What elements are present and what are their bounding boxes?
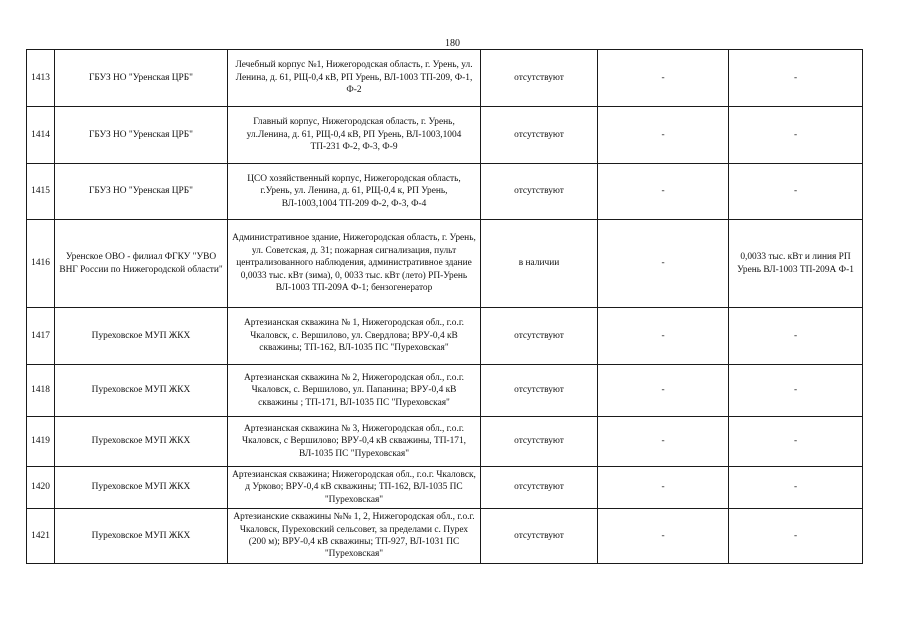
row-number: 1415 bbox=[27, 164, 55, 220]
object-cell: Лечебный корпус №1, Нижегородская область, г. Урень, ул. Ленина, д. 61, РЩ-0,4 кВ, РП Урень, ВЛ-1003 ТП-209, Ф-1, Ф-2 bbox=[228, 50, 481, 107]
param2-cell: - bbox=[729, 50, 863, 107]
param2-cell: - bbox=[729, 467, 863, 509]
object-cell: ЦСО хозяйственный корпус, Нижегородская область, г.Урень, ул. Ленина, д. 61, РЩ-0,4 к, РП Урень, ВЛ-1003,1004 ТП-209 Ф-2, Ф-3, Ф-4 bbox=[228, 164, 481, 220]
param1-cell: - bbox=[598, 220, 729, 308]
row-number: 1414 bbox=[27, 107, 55, 164]
organization-cell: ГБУЗ НО "Уренская ЦРБ" bbox=[55, 164, 228, 220]
row-number: 1419 bbox=[27, 417, 55, 467]
status-cell: отсутствуют bbox=[481, 107, 598, 164]
object-cell: Артезианская скважина; Нижегородская обл., г.о.г. Чкаловск, д Урково; ВРУ-0,4 кВ скважины; ТП-162, ВЛ-1035 ПС "Пуреховская" bbox=[228, 467, 481, 509]
object-cell: Артезианская скважина № 2, Нижегородская обл., г.о.г. Чкаловск, с. Вершилово, ул. Папанина; ВРУ-0,4 кВ скважины ; ТП-171, ВЛ-1035 ПС "Пуреховская" bbox=[228, 365, 481, 417]
page-number: 180 bbox=[445, 38, 460, 49]
status-cell: отсутствуют bbox=[481, 164, 598, 220]
object-cell: Артезианская скважина № 1, Нижегородская обл., г.о.г. Чкаловск, с. Вершилово, ул. Свердлова; ВРУ-0,4 кВ скважины; ТП-162, ВЛ-1035 ПС "Пуреховская" bbox=[228, 308, 481, 365]
status-cell: отсутствуют bbox=[481, 308, 598, 365]
param2-cell: - bbox=[729, 308, 863, 365]
organization-cell: Пуреховское МУП ЖКХ bbox=[55, 417, 228, 467]
object-cell: Артезианские скважины №№ 1, 2, Нижегородская обл., г.о.г. Чкаловск, Пуреховский сельсовет, за пределами с. Пурех (200 м); ВРУ-0,4 кВ скважины; ТП-927, ВЛ-1031 ПС "Пуреховская" bbox=[228, 509, 481, 564]
param1-cell: - bbox=[598, 50, 729, 107]
status-cell: отсутствуют bbox=[481, 467, 598, 509]
param2-cell: - bbox=[729, 509, 863, 564]
table-row bbox=[27, 50, 863, 107]
row-number: 1417 bbox=[27, 308, 55, 365]
param2-cell: - bbox=[729, 164, 863, 220]
table-row bbox=[27, 220, 863, 308]
status-cell: в наличии bbox=[481, 220, 598, 308]
table-row bbox=[27, 365, 863, 417]
table-row bbox=[27, 467, 863, 509]
organization-cell: ГБУЗ НО "Уренская ЦРБ" bbox=[55, 50, 228, 107]
table-row bbox=[27, 308, 863, 365]
row-number: 1413 bbox=[27, 50, 55, 107]
status-cell: отсутствуют bbox=[481, 509, 598, 564]
organization-cell: Пуреховское МУП ЖКХ bbox=[55, 509, 228, 564]
organization-cell: Пуреховское МУП ЖКХ bbox=[55, 467, 228, 509]
organization-cell: Уренское ОВО - филиал ФГКУ "УВО ВНГ России по Нижегородской области" bbox=[55, 220, 228, 308]
table-row bbox=[27, 509, 863, 564]
param1-cell: - bbox=[598, 509, 729, 564]
organization-cell: Пуреховское МУП ЖКХ bbox=[55, 308, 228, 365]
organization-cell: ГБУЗ НО "Уренская ЦРБ" bbox=[55, 107, 228, 164]
table-row bbox=[27, 107, 863, 164]
registry-table bbox=[26, 49, 863, 564]
table-row bbox=[27, 164, 863, 220]
organization-cell: Пуреховское МУП ЖКХ bbox=[55, 365, 228, 417]
param2-cell: 0,0033 тыс. кВт и линия РП Урень ВЛ-1003 ТП-209А Ф-1 bbox=[729, 220, 863, 308]
param1-cell: - bbox=[598, 308, 729, 365]
object-cell: Главный корпус, Нижегородская область, г. Урень, ул.Ленина, д. 61, РЩ-0,4 кВ, РП Урень, ВЛ-1003,1004 ТП-231 Ф-2, Ф-3, Ф-9 bbox=[228, 107, 481, 164]
param1-cell: - bbox=[598, 107, 729, 164]
param2-cell: - bbox=[729, 365, 863, 417]
param1-cell: - bbox=[598, 467, 729, 509]
param1-cell: - bbox=[598, 164, 729, 220]
row-number: 1420 bbox=[27, 467, 55, 509]
param1-cell: - bbox=[598, 417, 729, 467]
status-cell: отсутствуют bbox=[481, 50, 598, 107]
row-number: 1418 bbox=[27, 365, 55, 417]
param2-cell: - bbox=[729, 107, 863, 164]
object-cell: Артезианская скважина № 3, Нижегородская обл., г.о.г. Чкаловск, с Вершилово; ВРУ-0,4 кВ скважины, ТП-171, ВЛ-1035 ПС "Пуреховская" bbox=[228, 417, 481, 467]
param1-cell: - bbox=[598, 365, 729, 417]
table-row bbox=[27, 417, 863, 467]
status-cell: отсутствуют bbox=[481, 365, 598, 417]
row-number: 1421 bbox=[27, 509, 55, 564]
row-number: 1416 bbox=[27, 220, 55, 308]
object-cell: Административное здание, Нижегородская область, г. Урень, ул. Советская, д. 31; пожарная сигнализация, пульт централизованного наблюдения, административное здание 0,0033 тыс. кВт (зима), 0, 0033 тыс. кВт (лето) РП-Урень ВЛ-1003 ТП-209А Ф-1; бензогенератор bbox=[228, 220, 481, 308]
status-cell: отсутствуют bbox=[481, 417, 598, 467]
param2-cell: - bbox=[729, 417, 863, 467]
